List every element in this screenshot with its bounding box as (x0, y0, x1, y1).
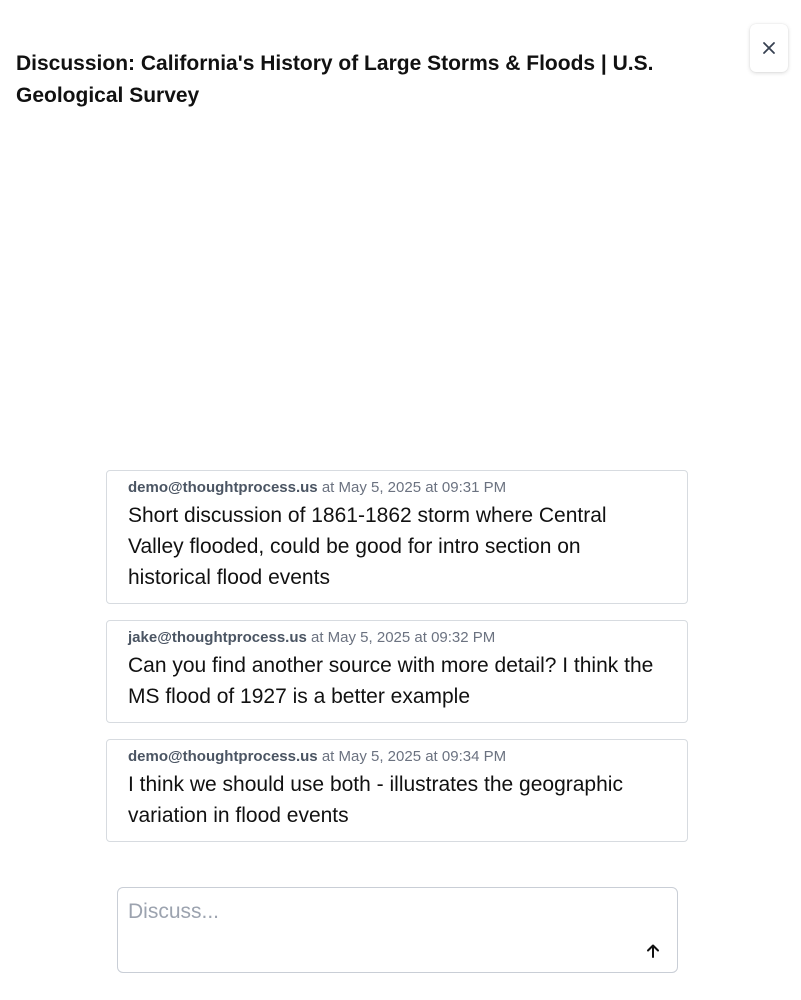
comment-author: demo@thoughtprocess.us (128, 479, 318, 496)
comment-timestamp: at May 5, 2025 at 09:31 PM (321, 479, 507, 496)
discuss-input[interactable] (128, 900, 628, 960)
page-title: Discussion: California's History of Large Storms & Floods | U.S. Geological Survey (16, 52, 654, 107)
comment-timestamp: at May 5, 2025 at 09:34 PM (321, 748, 507, 765)
send-button[interactable] (638, 936, 668, 966)
comment-author: demo@thoughtprocess.us (128, 748, 318, 765)
comment-text: Short discussion of 1861-1862 storm where Central Valley flooded, could be good for intro section on historical flood events (128, 504, 607, 589)
comment-meta (128, 747, 667, 767)
comment-item (106, 470, 688, 604)
comment-timestamp: at May 5, 2025 at 09:32 PM (311, 629, 496, 646)
comment-list (106, 470, 688, 858)
comment-author: jake@thoughtprocess.us (128, 629, 307, 646)
discussion-composer (117, 887, 678, 973)
comment-text: I think we should use both - illustrates the geographic variation in flood events (128, 773, 623, 827)
comment-item (106, 620, 688, 723)
comment-item (106, 739, 688, 842)
close-button[interactable] (750, 24, 788, 72)
comment-meta (128, 478, 667, 498)
arrow-up-icon (645, 943, 661, 959)
comment-meta (128, 628, 667, 648)
comment-text: Can you find another source with more detail? I think the MS flood of 1927 is a better example (128, 654, 654, 708)
close-icon (762, 41, 776, 55)
